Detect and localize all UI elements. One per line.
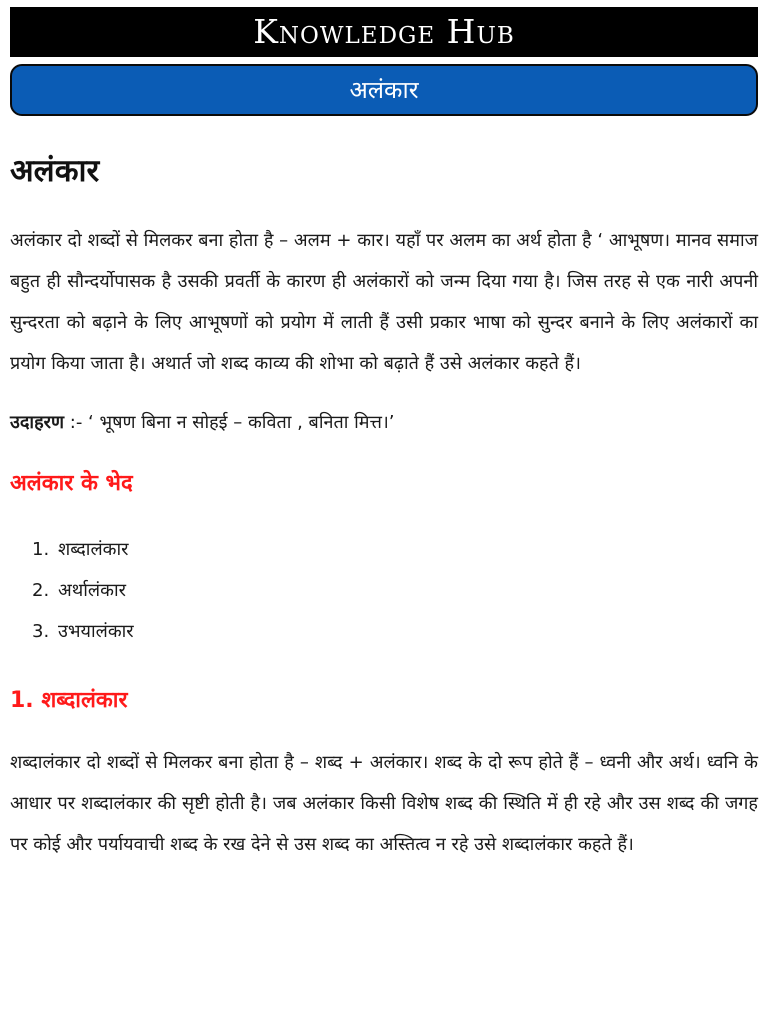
topic-title: अलंकार: [349, 76, 419, 104]
intro-paragraph: अलंकार दो शब्दों से मिलकर बना होता है – अलम + कार। यहाँ पर अलम का अर्थ होता है ‘ आभूषण। मानव समाज बहुत ही सौन्दर्योपासक है उसकी प्रवर्ती के कारण ही अलंकारों को जन्म दिया गया है। जिस तरह से एक नारी अपनी सुन्दरता को बढ़ाने के लिए आभूषणों को प्रयोग में लाती हैं उसी प्रकार भाषा को सुन्दर बनाने के लिए अलंकारों का प्रयोग किया जाता है। अथार्त जो शब्द काव्य की शोभा को बढ़ाते हैं उसे अलंकार कहते हैं।: [10, 230, 758, 374]
list-item-number: 2.: [32, 580, 50, 601]
list-item-number: 3.: [32, 621, 50, 642]
article-body: [10, 140, 758, 865]
section-heading-shabdalankar: 1. शब्दालंकार: [10, 688, 128, 713]
list-item-label: शब्दालंकार: [58, 539, 129, 560]
types-heading: अलंकार के भेद: [10, 471, 133, 496]
topic-banner: [10, 64, 758, 116]
list-item-label: अर्थालंकार: [58, 580, 126, 601]
example-line: [10, 402, 758, 443]
list-item: [32, 529, 758, 570]
types-list: [10, 529, 758, 652]
brand-title: Knowledge Hub: [253, 12, 515, 51]
list-item: [32, 611, 758, 652]
shabdalankar-paragraph: शब्दालंकार दो शब्दों से मिलकर बना होता है – शब्द + अलंकार। शब्द के दो रूप होते हैं – ध्वनी और अर्थ। ध्वनि के आधार पर शब्दालंकार की सृष्टी होती है। जब अलंकार किसी विशेष शब्द की स्थिति में ही रहे और उस शब्द की जगह पर कोई और पर्यायवाची शब्द के रख देने से उस शब्द का अस्तित्व न रहे उसे शब्दालंकार कहते हैं।: [10, 752, 758, 855]
example-label: उदाहरण: [10, 412, 65, 433]
brand-banner: [10, 7, 758, 57]
example-text: :- ‘ भूषण बिना न सोहई – कविता , बनिता मित्त।’: [64, 412, 395, 433]
list-item-number: 1.: [32, 539, 50, 560]
page-title: अलंकार: [10, 153, 100, 189]
list-item-label: उभयालंकार: [58, 621, 134, 642]
list-item: [32, 570, 758, 611]
